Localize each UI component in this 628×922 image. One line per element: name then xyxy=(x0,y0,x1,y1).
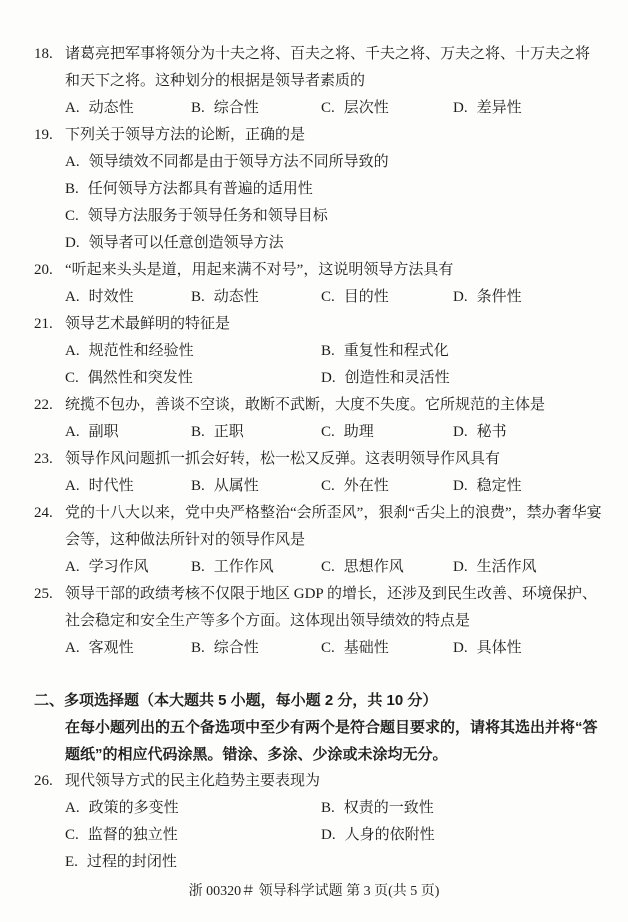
question-number: 21. xyxy=(34,316,53,332)
option-b: B. 正职 xyxy=(191,424,244,440)
question-21 xyxy=(0,311,628,392)
option-b: B. 从属性 xyxy=(191,478,259,494)
option-a: A. 时代性 xyxy=(65,478,134,494)
option-a: A. 时效性 xyxy=(65,289,134,305)
options-row xyxy=(65,338,628,365)
question-number: 26. xyxy=(34,773,53,789)
section-two-instructions: 在每小题列出的五个备选项中至少有两个是符合题目要求的，请将其选出并将“答题纸”的相应代码涂黑。错涂、多涂、少涂或未涂均无分。 xyxy=(65,719,598,763)
question-18 xyxy=(0,41,628,122)
option-c: C. 思想作风 xyxy=(321,559,404,575)
option-d: D. 生活作风 xyxy=(453,559,537,575)
option-a: A. 政策的多变性 xyxy=(65,800,179,816)
question-number: 18. xyxy=(34,46,53,62)
question-text: 党的十八大以来，党中央严格整治“会所歪风”，狠刹“舌尖上的浪费”，禁办奢华宴会等，这种做法所针对的领导作风是 xyxy=(65,505,602,548)
question-number: 23. xyxy=(34,451,53,467)
option-e: E. 过程的封闭性 xyxy=(65,854,177,870)
option-b: B. 权责的一致性 xyxy=(321,800,434,816)
options-row xyxy=(65,635,628,662)
options-row xyxy=(65,554,628,581)
question-text: 领导干部的政绩考核不仅限于地区 GDP 的增长，还涉及到民生改善、环境保护、社会稳定和安全生产等多个方面。这体现出领导绩效的特点是 xyxy=(65,586,597,629)
question-25 xyxy=(0,581,628,662)
options-row xyxy=(65,284,628,311)
option-b: B. 工作作风 xyxy=(191,559,274,575)
option-a: A. 动态性 xyxy=(65,100,134,116)
option-a: A. 副职 xyxy=(65,424,119,440)
option-b: B. 综合性 xyxy=(191,640,259,656)
options-row xyxy=(65,795,628,822)
options-row xyxy=(65,849,628,876)
question-number: 20. xyxy=(34,262,53,278)
option-d: D. 稳定性 xyxy=(453,478,522,494)
page-footer: 浙 00320＃ 领导科学试题 第 3 页(共 5 页) xyxy=(188,884,440,899)
option-c: C. 领导方法服务于领导任务和领导目标 xyxy=(65,208,328,224)
question-text: 诸葛亮把军事将领分为十夫之将、百夫之将、千夫之将、万夫之将、十万夫之将和天下之将。这种划分的根据是领导者素质的 xyxy=(65,46,591,89)
question-20 xyxy=(0,257,628,311)
question-number: 25. xyxy=(34,586,53,602)
question-text: 现代领导方式的民主化趋势主要表现为 xyxy=(65,773,321,789)
option-c: C. 偶然性和突发性 xyxy=(65,370,193,386)
option-c: C. 层次性 xyxy=(321,100,389,116)
options-list xyxy=(65,149,628,257)
options-row xyxy=(65,419,628,446)
question-number: 19. xyxy=(34,127,53,143)
option-d: D. 差异性 xyxy=(453,100,522,116)
option-a: A. 领导绩效不同都是由于领导方法不同所导致的 xyxy=(65,154,389,170)
option-d: D. 创造性和灵活性 xyxy=(321,370,450,386)
question-26 xyxy=(0,768,628,876)
option-c: C. 助理 xyxy=(321,424,374,440)
option-a: A. 学习作风 xyxy=(65,559,149,575)
question-text: 统揽不包办，善谈不空谈，敢断不武断，大度不失度。它所规范的主体是 xyxy=(65,397,546,413)
option-c: C. 外在性 xyxy=(321,478,389,494)
question-number: 24. xyxy=(34,505,53,521)
section-two-title: 二、多项选择题（本大题共 5 小题，每小题 2 分，共 10 分） xyxy=(34,692,438,709)
option-d: D. 领导者可以任意创造领导方法 xyxy=(65,235,284,251)
question-text: 领导作风问题抓一抓会好转，松一松又反弹。这表明领导作风具有 xyxy=(65,451,501,467)
option-d: D. 人身的依附性 xyxy=(321,827,435,843)
option-a: A. 规范性和经验性 xyxy=(65,343,194,359)
option-b: B. 综合性 xyxy=(191,100,259,116)
question-text: 下列关于领导方法的论断，正确的是 xyxy=(65,127,306,143)
question-number: 22. xyxy=(34,397,53,413)
options-row xyxy=(65,365,628,392)
option-b: B. 任何领导方法都具有普遍的适用性 xyxy=(65,181,313,197)
options-row xyxy=(65,473,628,500)
option-d: D. 条件性 xyxy=(453,289,522,305)
question-24 xyxy=(0,500,628,581)
option-c: C. 基础性 xyxy=(321,640,389,656)
question-text: 领导艺术最鲜明的特征是 xyxy=(65,316,231,332)
question-text: “听起来头头是道，用起来满不对号”，这说明领导方法具有 xyxy=(65,262,454,278)
question-23 xyxy=(0,446,628,500)
option-b: B. 动态性 xyxy=(191,289,259,305)
option-c: C. 目的性 xyxy=(321,289,389,305)
question-19 xyxy=(0,122,628,257)
option-c: C. 监督的独立性 xyxy=(65,827,178,843)
question-22 xyxy=(0,392,628,446)
option-a: A. 客观性 xyxy=(65,640,134,656)
options-row xyxy=(65,822,628,849)
option-d: D. 秘书 xyxy=(453,424,507,440)
option-d: D. 具体性 xyxy=(453,640,522,656)
options-row xyxy=(65,95,628,122)
option-b: B. 重复性和程式化 xyxy=(321,343,449,359)
